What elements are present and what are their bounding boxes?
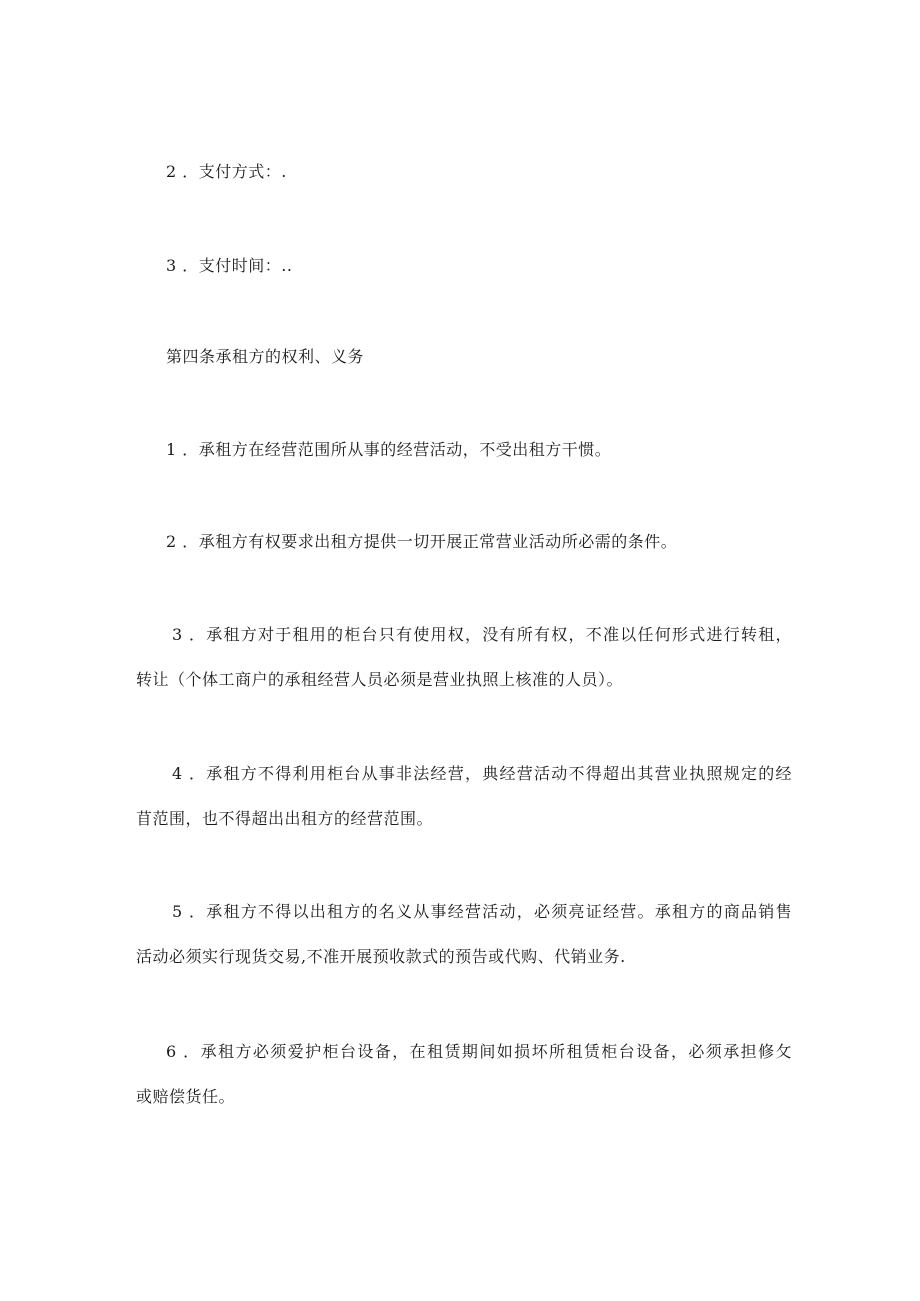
clause-4-line-1: 4 ．承租方不得利用柜台从事非法经营，典经营活动不得超出其营业执照规定的经 (172, 764, 792, 783)
clause-6-line-2: 或赔偿货任。 (136, 1087, 236, 1106)
clause-3-line-1: 3 ．承租方对于租用的柜台只有使用权，没有所有权，不准以任何形式进行转租， (172, 625, 792, 644)
clause-4-line-2: 苜范围，也不得超出出租方的经营范围。 (136, 809, 434, 828)
payment-method-line: 2 ．支付方式：. (166, 162, 287, 181)
clause-5-line-2: 活动必须实行现货交易,不准开展预收款式的预告或代购、代销业务. (136, 947, 626, 966)
payment-time-line: 3 ．支付时间：.. (166, 256, 293, 275)
clause-6-line-1: 6 ．承租方必须爱护柜台设备，在租赁期间如损坏所租赁柜台设备，必须承担修攵 (166, 1042, 792, 1061)
clause-5-line-1: 5 ．承租方不得以出租方的名义从事经营活动，必须亮证经营。承租方的商品销售 (172, 902, 792, 921)
clause-1-line: 1 ．承租方在经营范围所从事的经营活动，不受出租方干惯。 (166, 440, 612, 459)
article-four-heading: 第四条承租方的权利、义务 (166, 347, 365, 366)
clause-3-line-2: 转让（个体工商户的承租经营人员必须是营业执照上核准的人员）。 (136, 670, 624, 689)
clause-2-line: 2 ．承租方有权要求出租方提供一切开展正常营业活动所必需的条件。 (166, 532, 678, 551)
